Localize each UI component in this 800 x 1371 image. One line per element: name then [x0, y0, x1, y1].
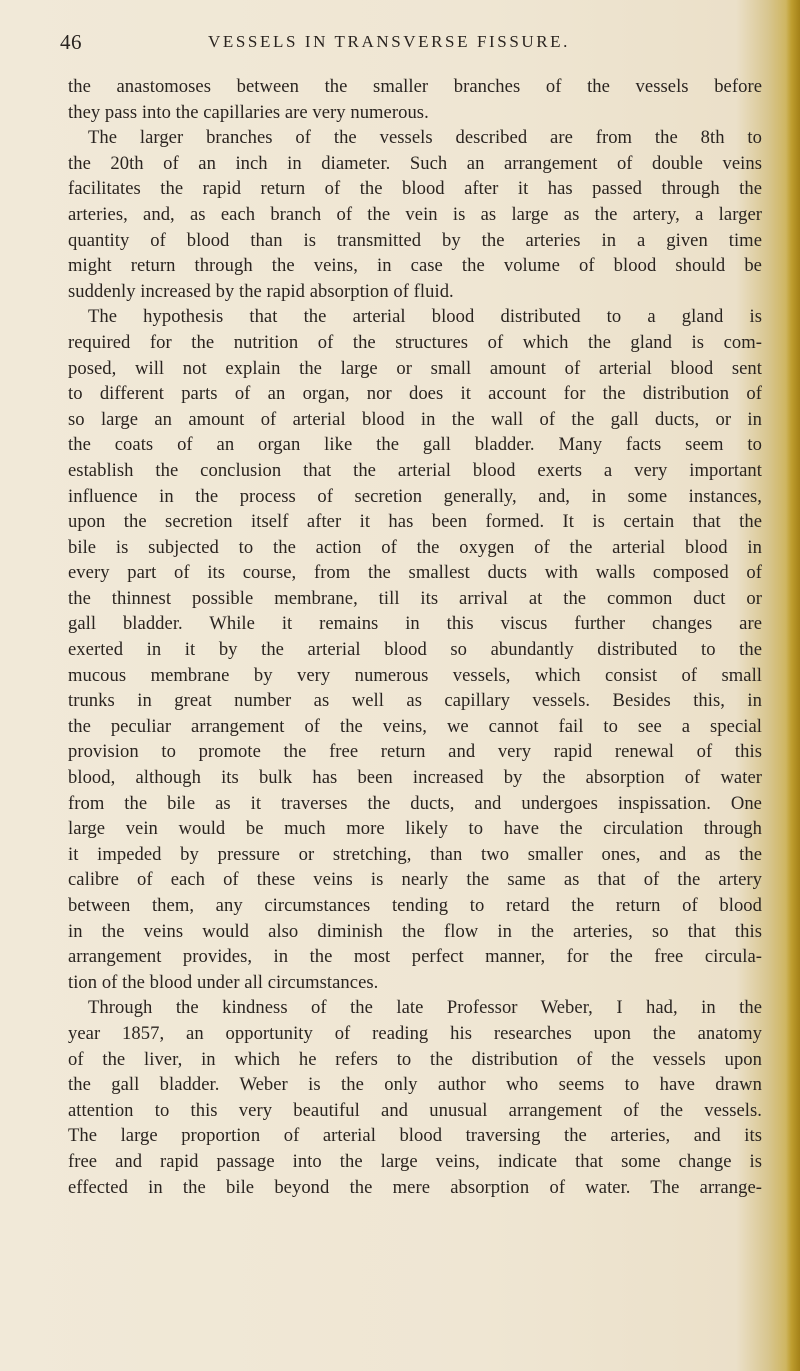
text-line: year 1857, an opportunity of reading his researches upon the anatomy — [68, 1022, 762, 1044]
body-text — [68, 74, 762, 1200]
text-line: attention to this very beautiful and unusual arrangement of the vessels. — [68, 1099, 762, 1121]
text-line: so large an amount of arterial blood in the wall of the gall ducts, or in — [68, 408, 762, 430]
text-line: establish the conclusion that the arterial blood exerts a very important — [68, 459, 762, 481]
text-line: from the bile as it traverses the ducts, and undergoes inspissation. One — [68, 792, 762, 814]
text-line: it impeded by pressure or stretching, than two smaller ones, and as the — [68, 843, 762, 865]
text-line: suddenly increased by the rapid absorption of fluid. — [68, 280, 454, 302]
text-line: quantity of blood than is transmitted by the arteries in a given time — [68, 229, 762, 251]
page-number: 46 — [60, 30, 82, 54]
text-line: the anastomoses between the smaller branches of the vessels before — [68, 76, 762, 97]
text-line: The large proportion of arterial blood traversing the arteries, and its — [68, 1125, 762, 1147]
text-line: every part of its course, from the smallest ducts with walls composed of — [68, 562, 762, 584]
text-line: to different parts of an organ, nor does it account for the distribution of — [68, 383, 762, 405]
text-line: the 20th of an inch in diameter. Such an arrangement of double veins — [68, 152, 762, 174]
text-line: mucous membrane by very numerous vessels, which consist of small — [68, 664, 762, 686]
text-line: the coats of an organ like the gall bladder. Many facts seem to — [68, 434, 762, 456]
text-line: The larger branches of the vessels described are from the 8th to — [88, 127, 762, 149]
text-line: they pass into the capillaries are very numerous. — [68, 101, 429, 123]
running-head: VESSELS IN TRANSVERSE FISSURE. — [208, 32, 571, 51]
text-line: exerted in it by the arterial blood so abundantly distributed to the — [68, 639, 762, 661]
text-line: posed, will not explain the large or small amount of arterial blood sent — [68, 357, 762, 379]
text-line: the thinnest possible membrane, till its arrival at the common duct or — [68, 587, 762, 609]
text-line: large vein would be much more likely to have the circulation through — [68, 818, 762, 840]
text-line: calibre of each of these veins is nearly the same as that of the artery — [68, 869, 762, 891]
text-line: The hypothesis that the arterial blood distributed to a gland is — [88, 306, 762, 328]
text-line: arrangement provides, in the most perfect manner, for the free circula- — [68, 946, 762, 968]
text-line: in the veins would also diminish the flow in the arteries, so that this — [68, 920, 762, 942]
text-line: bile is subjected to the action of the oxygen of the arterial blood in — [68, 536, 762, 558]
text-line: effected in the bile beyond the mere absorption of water. The arrange- — [68, 1176, 762, 1198]
text-line: provision to promote the free return and very rapid renewal of this — [68, 741, 762, 763]
text-line: of the liver, in which he refers to the distribution of the vessels upon — [68, 1048, 762, 1070]
text-line: tion of the blood under all circumstances. — [68, 971, 379, 993]
text-line: free and rapid passage into the large veins, indicate that some change is — [68, 1150, 762, 1172]
text-line: upon the secretion itself after it has been formed. It is certain that the — [68, 511, 762, 533]
text-line: trunks in great number as well as capillary vessels. Besides this, in — [68, 690, 762, 712]
text-line: required for the nutrition of the structures of which the gland is com- — [68, 331, 762, 353]
page-header — [60, 30, 760, 60]
text-line: the gall bladder. Weber is the only author who seems to have drawn — [68, 1074, 762, 1096]
text-line: gall bladder. While it remains in this viscus further changes are — [68, 613, 762, 635]
text-line: facilitates the rapid return of the blood after it has passed through the — [68, 178, 762, 200]
text-line: Through the kindness of the late Professor Weber, I had, in the — [88, 997, 762, 1019]
text-line: blood, although its bulk has been increased by the absorption of water — [68, 767, 762, 789]
text-line: arteries, and, as each branch of the vein is as large as the artery, a larger — [68, 203, 762, 225]
text-line: might return through the veins, in case the volume of blood should be — [68, 255, 762, 277]
page-edge — [786, 0, 800, 1371]
text-line: the peculiar arrangement of the veins, we cannot fail to see a special — [68, 715, 762, 737]
text-line: between them, any circumstances tending to retard the return of blood — [68, 895, 762, 916]
text-line: influence in the process of secretion generally, and, in some instances, — [68, 485, 762, 507]
